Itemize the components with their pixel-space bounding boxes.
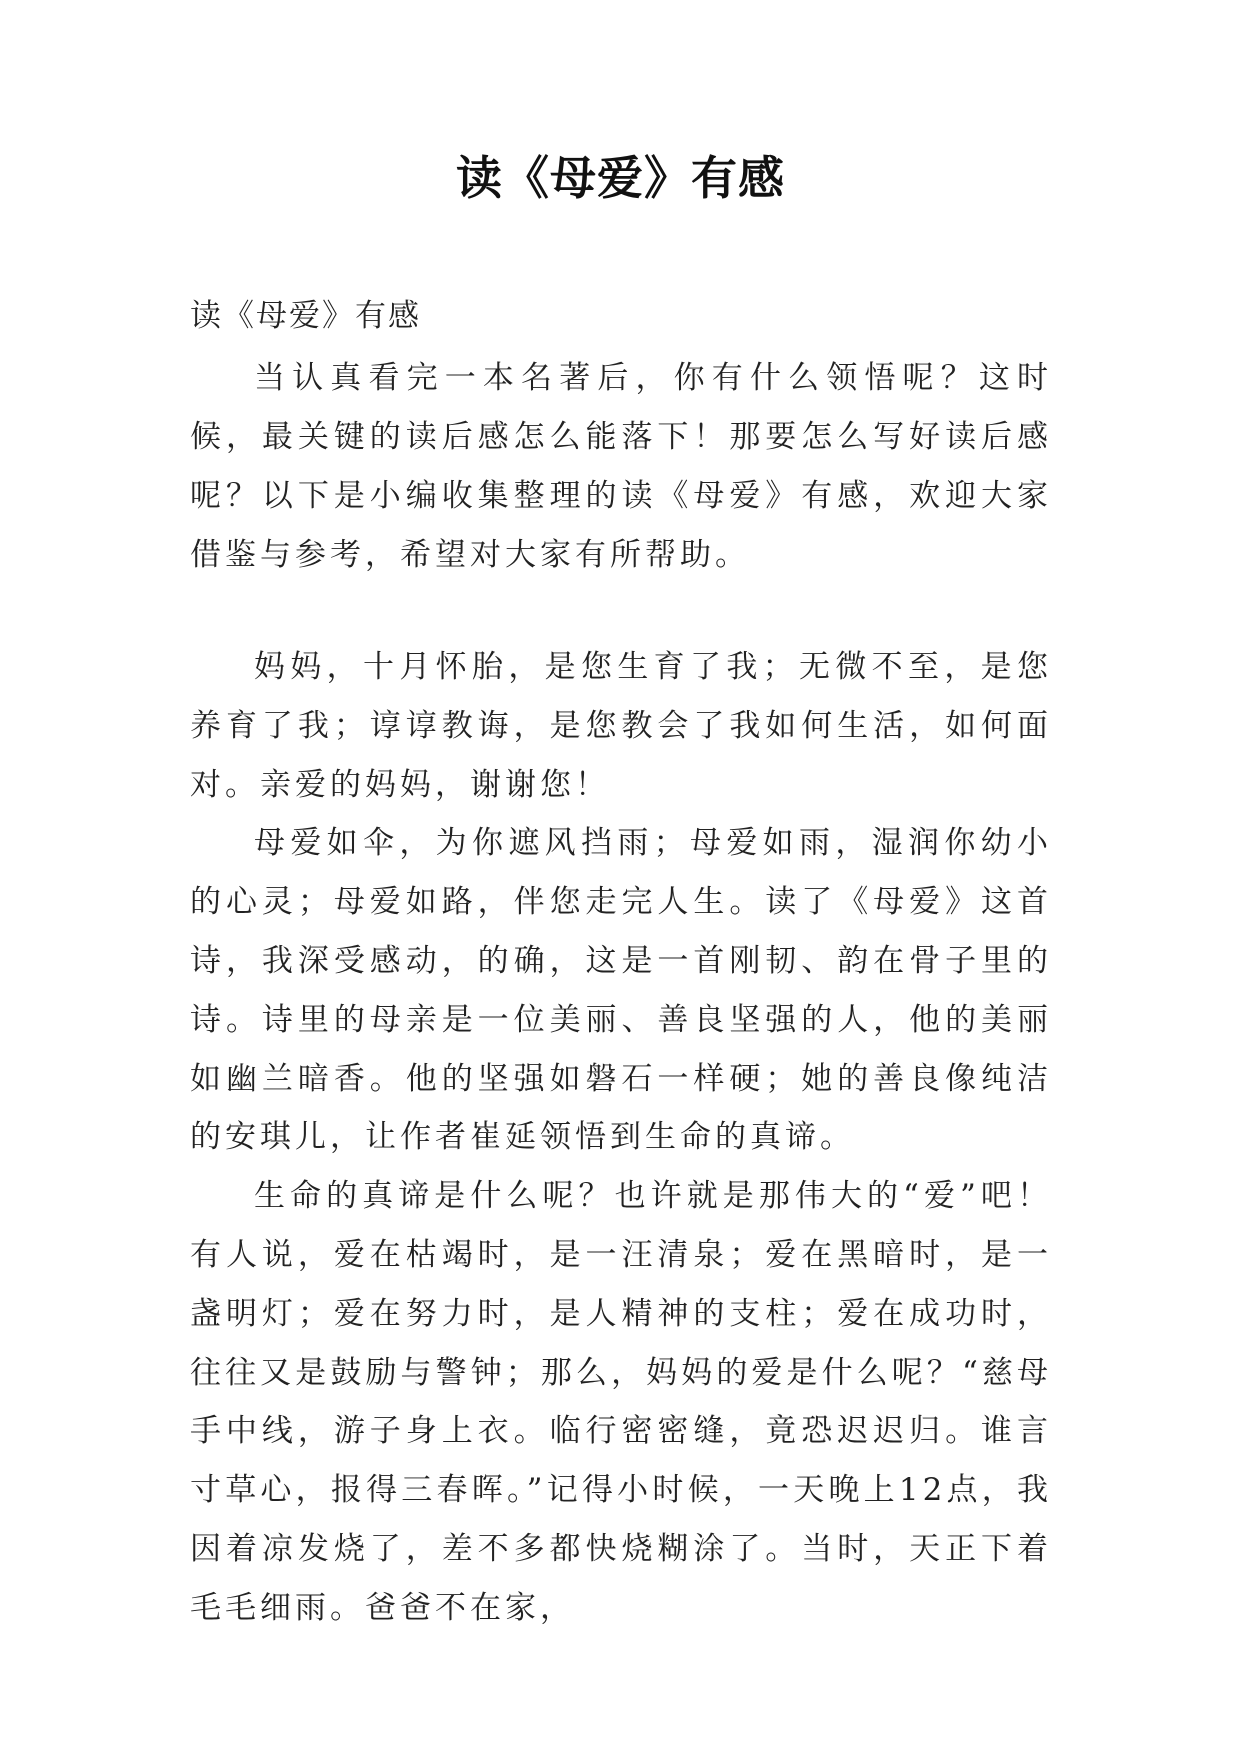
intro-paragraph: 当认真看完一本名著后，你有什么领悟呢？这时候，最关键的读后感怎么能落下！那要怎么写好读后感呢？以下是小编收集整理的读《母爱》有感，欢迎大家借鉴与参考，希望对大家有所帮助。 [190, 360, 1052, 573]
paragraph-1: 妈妈，十月怀胎，是您生育了我；无微不至，是您养育了我；谆谆教诲，是您教会了我如何生活，如何面对。亲爱的妈妈，谢谢您！ [190, 649, 1052, 803]
document-title: 读《母爱》有感 [456, 151, 785, 205]
paragraph-2: 母爱如伞，为你遮风挡雨；母爱如雨，湿润你幼小的心灵；母爱如路，伴您走完人生。读了《母爱》这首诗，我深受感动，的确，这是一首刚韧、韵在骨子里的诗。诗里的母亲是一位美丽、善良坚强的人，他的美丽如幽兰暗香。他的坚强如磐石一样硬；她的善良像纯洁的安琪儿，让作者崔延领悟到生命的真谛。 [190, 825, 1052, 1156]
document-subtitle: 读《母爱》有感 [190, 298, 421, 334]
paragraph-3: 生命的真谛是什么呢？也许就是那伟大的“爱”吧！有人说，爱在枯竭时，是一汪清泉；爱在黑暗时，是一盏明灯；爱在努力时，是人精神的支柱；爱在成功时，往往又是鼓励与警钟；那么，妈妈的爱是什么呢？“慈母手中线，游子身上衣。临行密密缝，竟恐迟迟归。谁言寸草心，报得三春晖。”记得小时候，一天晚上12点，我因着凉发烧了，差不多都快烧糊涂了。当时，天正下着毛毛细雨。爸爸不在家， [190, 1178, 1052, 1626]
body-paragraphs [190, 638, 1052, 1638]
